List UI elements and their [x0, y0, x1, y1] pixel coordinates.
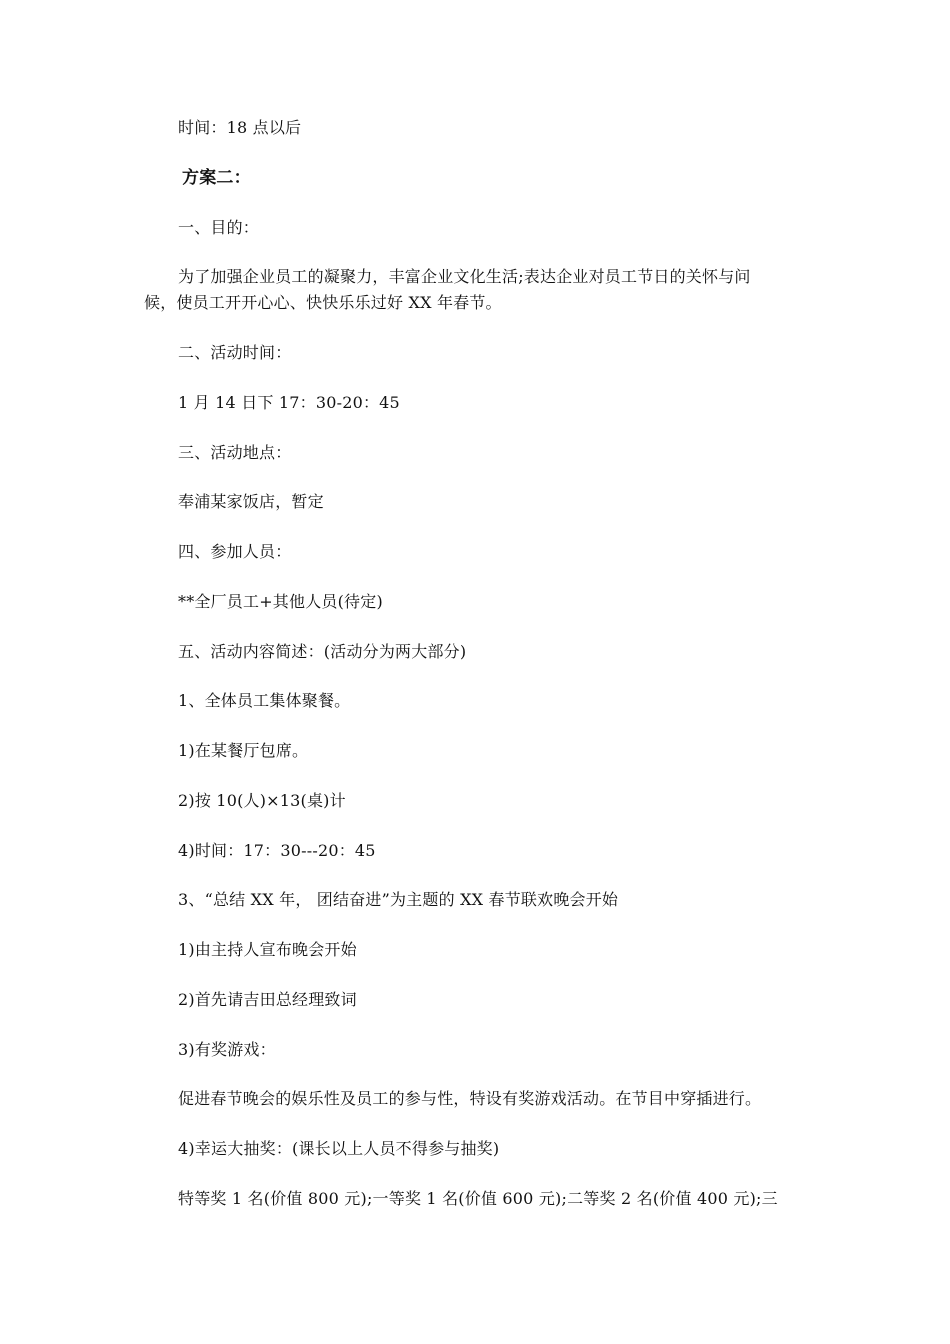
heading-activity-time: 二、活动时间： [178, 343, 292, 362]
paragraph-prize-games: 促进春节晚会的娱乐性及员工的参与性，特设有奖游戏活动。在节目中穿插进行。 [178, 1089, 762, 1108]
activity-time-value: 1 月 14 日下 17：30-20：45 [178, 393, 400, 412]
activity-location-value: 奉浦某家饭店，暂定 [178, 492, 324, 511]
heading-activity-location: 三、活动地点： [178, 443, 292, 462]
heading-activity-content: 五、活动内容简述：(活动分为两大部分) [178, 642, 467, 661]
time-line: 时间：18 点以后 [178, 118, 302, 137]
paragraph-prizes: 特等奖 1 名(价值 800 元);一等奖 1 名(价值 600 元);二等奖 2 名(价值 400 元);三 [178, 1189, 778, 1208]
paragraph-purpose-line-1: 为了加强企业员工的凝聚力，丰富企业文化生活;表达企业对员工节日的关怀与问 [178, 267, 751, 286]
item-lucky-draw: 4)幸运大抽奖：(课长以上人员不得参与抽奖) [178, 1139, 500, 1158]
item-restaurant: 1)在某餐厅包席。 [178, 741, 309, 760]
item-group-dinner: 1、全体员工集体聚餐。 [178, 691, 351, 710]
heading-participants: 四、参加人员： [178, 542, 292, 561]
heading-purpose: 一、目的： [178, 218, 260, 237]
participants-value: **全厂员工+其他人员(待定) [178, 592, 383, 611]
item-dinner-time: 4)时间：17：30---20：45 [178, 841, 376, 860]
item-gala-start: 3、“总结 XX 年， 团结奋进”为主题的 XX 春节联欢晚会开始 [178, 890, 619, 909]
item-table-count: 2)按 10(人)×13(桌)计 [178, 791, 346, 810]
item-prize-games: 3)有奖游戏： [178, 1040, 276, 1059]
section-heading-plan-two: 方案二： [182, 168, 251, 188]
paragraph-purpose-line-2: 候，使员工开开心心、快快乐乐过好 XX 年春节。 [144, 293, 502, 312]
item-host-announce: 1)由主持人宣布晚会开始 [178, 940, 357, 959]
item-manager-speech: 2)首先请吉田总经理致词 [178, 990, 357, 1009]
